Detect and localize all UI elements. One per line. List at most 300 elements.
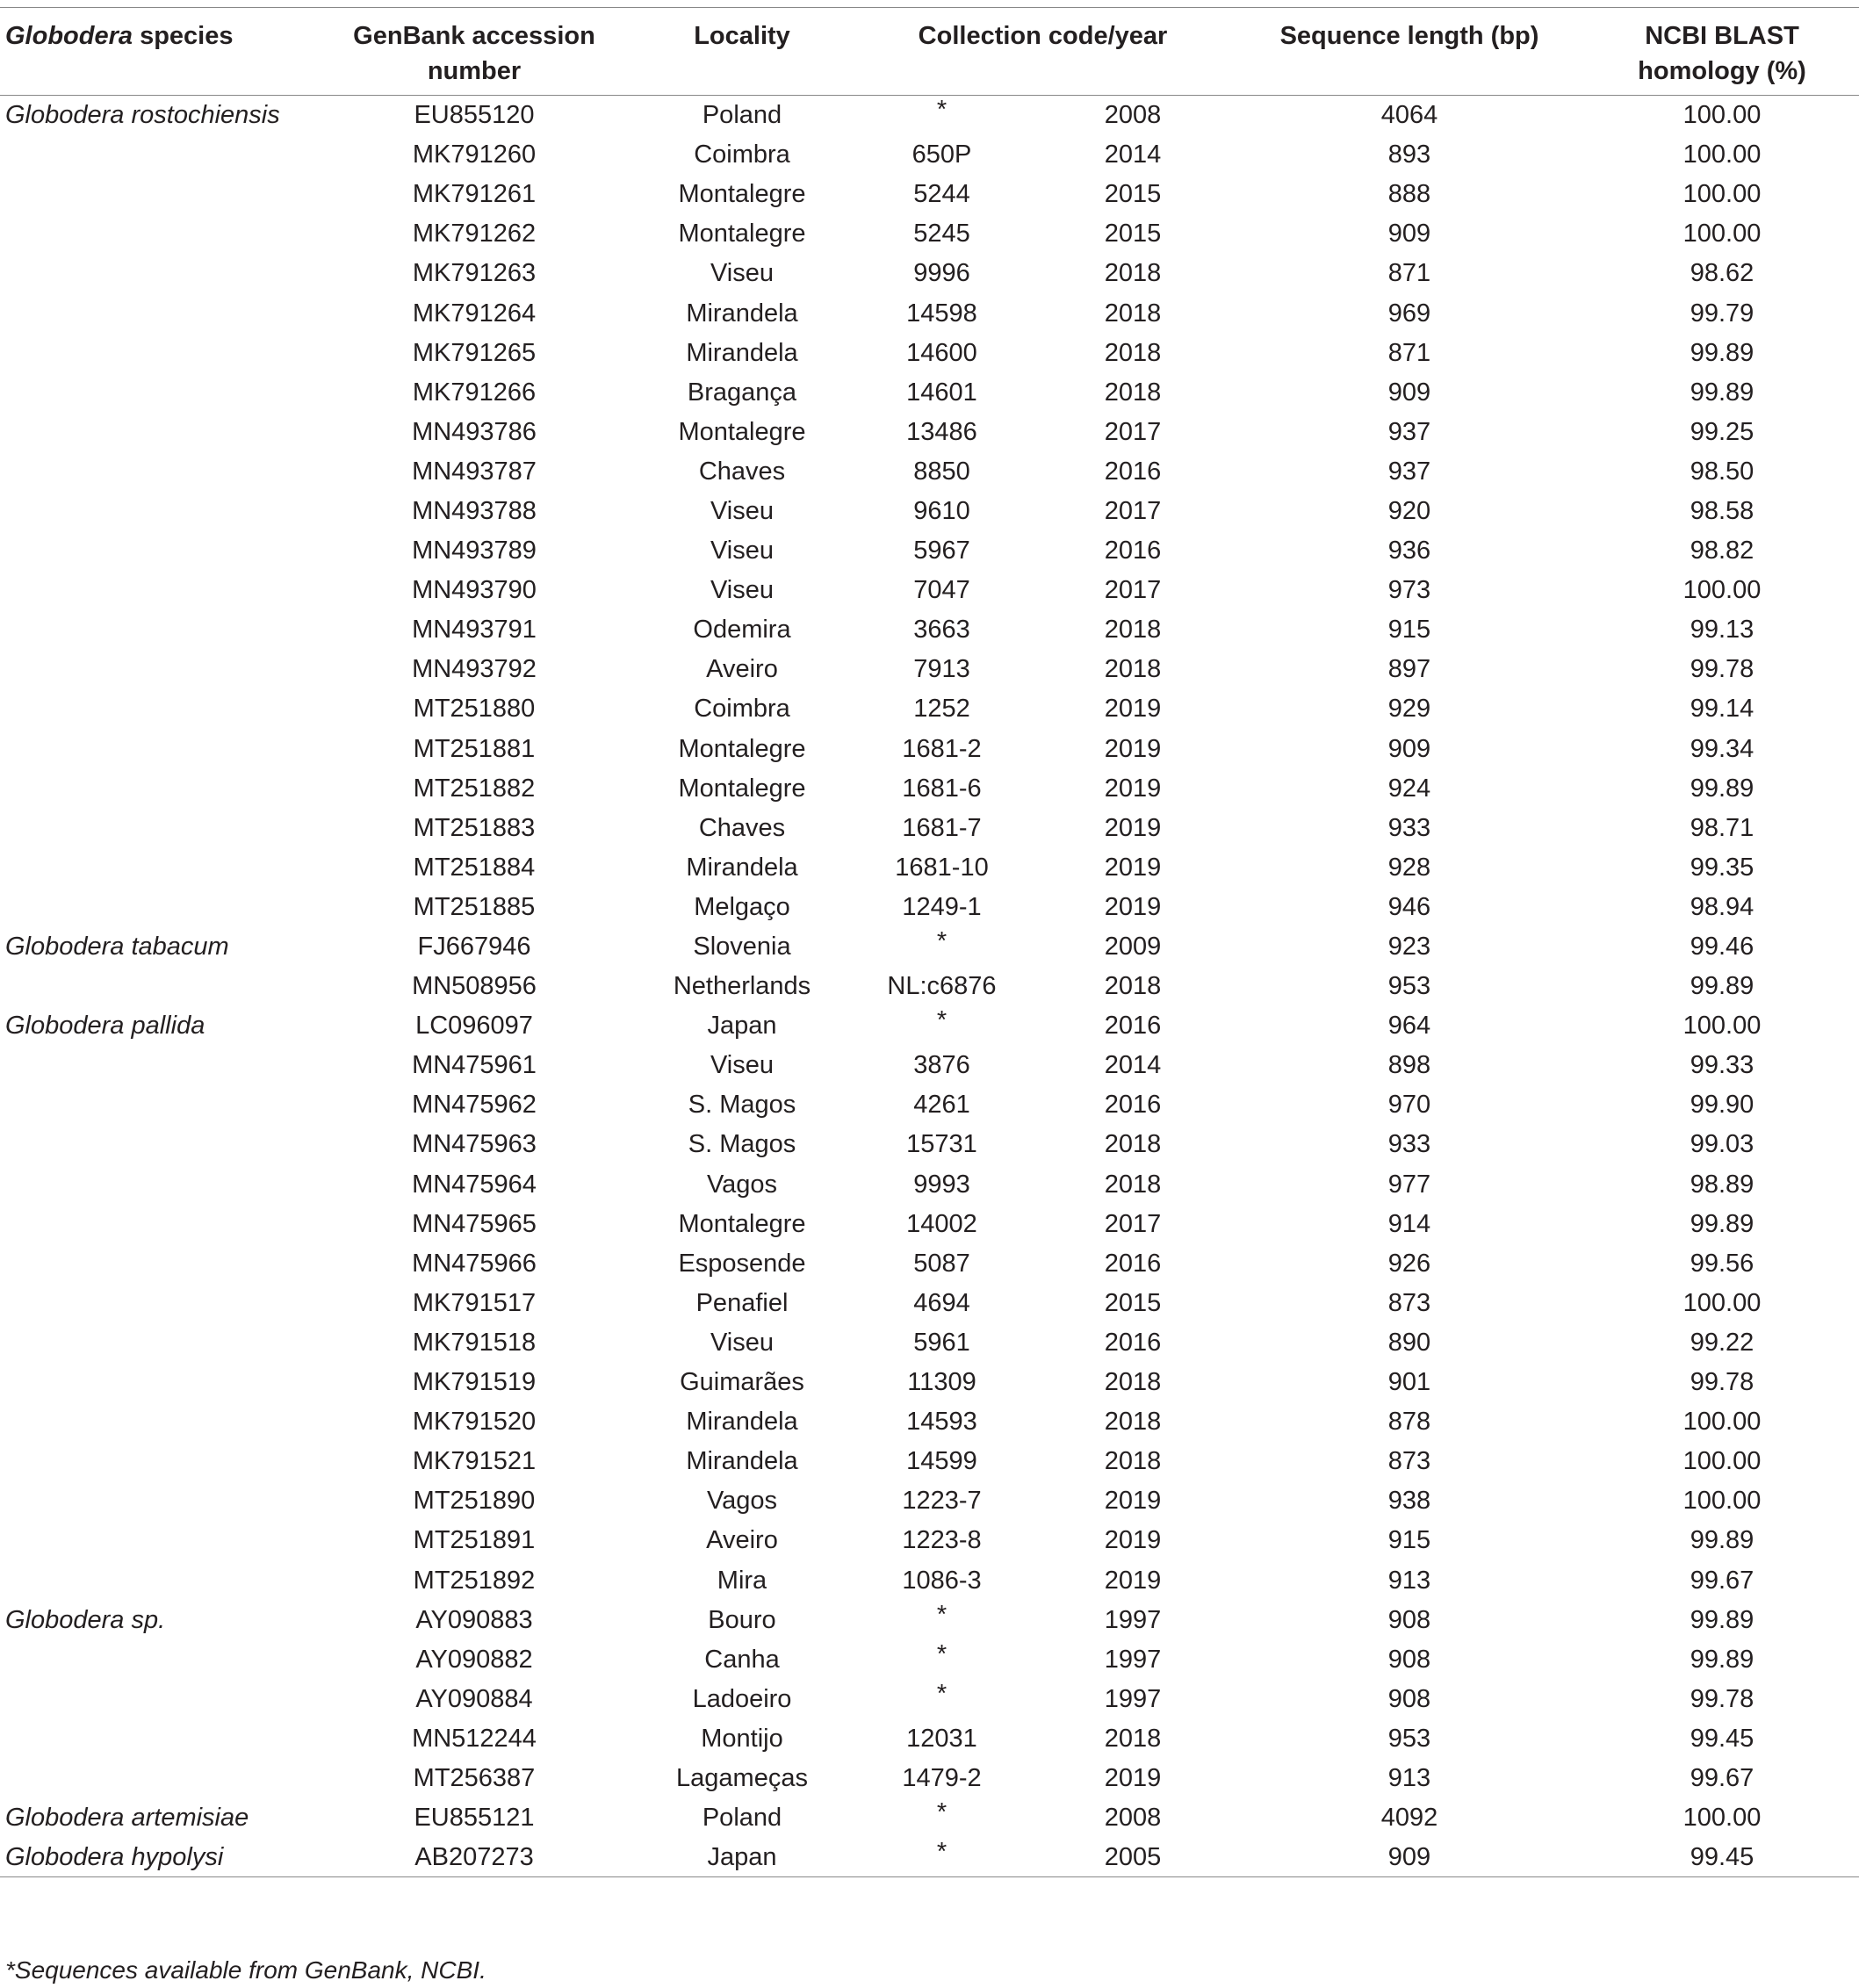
accession-cell: MN493787: [412, 457, 537, 486]
locality-cell: Mira: [717, 1566, 767, 1595]
locality-cell: Viseu: [710, 1328, 775, 1357]
collection-code-cell: 1252: [913, 695, 970, 724]
sequence-length-cell: 4092: [1380, 1804, 1438, 1833]
homology-cell: 99.89: [1690, 338, 1755, 367]
collection-code-cell: 7047: [913, 576, 970, 605]
species-cell: [0, 1758, 316, 1797]
table-row: [0, 610, 1859, 650]
table-row: [0, 887, 1859, 926]
collection-year-cell: 2018: [1104, 299, 1162, 328]
homology-cell: 98.50: [1690, 457, 1755, 486]
homology-cell: 99.90: [1690, 1091, 1755, 1120]
locality-cell: Montalegre: [678, 220, 806, 248]
species-cell: [0, 1085, 316, 1125]
table-row: [0, 1363, 1859, 1402]
collection-code-cell: 5961: [913, 1328, 970, 1357]
accession-cell: MN493789: [412, 537, 537, 565]
locality-cell: Montalegre: [678, 417, 806, 446]
sequence-length-cell: 878: [1387, 1408, 1431, 1437]
collection-code-cell: 1681-2: [902, 734, 982, 763]
collection-year-cell: 1997: [1104, 1645, 1162, 1674]
table-row: [0, 1758, 1859, 1797]
homology-cell: 99.14: [1690, 695, 1755, 724]
collection-year-cell: 2019: [1104, 1526, 1162, 1555]
accession-cell: MN475965: [412, 1209, 537, 1238]
collection-code-cell: 14598: [906, 299, 977, 328]
sequence-length-cell: 890: [1387, 1328, 1431, 1357]
homology-cell: 98.71: [1690, 813, 1755, 842]
collection-year-cell: 2018: [1104, 616, 1162, 645]
accession-cell: MK791261: [412, 180, 537, 209]
collection-year-cell: 2016: [1104, 1328, 1162, 1357]
species-cell: [0, 412, 316, 451]
accession-cell: MN475963: [412, 1130, 537, 1159]
table-row: [0, 650, 1859, 689]
locality-cell: Coimbra: [694, 695, 790, 724]
homology-cell: 100.00: [1682, 1447, 1762, 1476]
locality-cell: S. Magos: [688, 1130, 796, 1159]
accession-cell: LC096097: [415, 1012, 533, 1041]
collection-code-cell: *: [936, 1600, 948, 1629]
sequence-length-cell: 898: [1387, 1051, 1431, 1080]
sequence-length-cell: 969: [1387, 299, 1431, 328]
table-row: [0, 1164, 1859, 1204]
accession-cell: FJ667946: [417, 933, 531, 962]
collection-year-cell: 2016: [1104, 537, 1162, 565]
locality-cell: Vagos: [706, 1487, 778, 1516]
accession-cell: MT251892: [413, 1566, 536, 1595]
species-cell: [0, 847, 316, 887]
locality-cell: Montalegre: [678, 774, 806, 803]
locality-cell: Bouro: [708, 1605, 776, 1634]
species-cell: [0, 1363, 316, 1402]
accession-cell: MT251881: [413, 734, 536, 763]
table-row: [0, 847, 1859, 887]
sequence-length-cell: 936: [1387, 537, 1431, 565]
collection-code-cell: 14593: [906, 1408, 977, 1437]
collection-code-cell: 1223-7: [902, 1487, 982, 1516]
accession-cell: MT251884: [413, 853, 536, 882]
collection-year-cell: 2016: [1104, 1091, 1162, 1120]
locality-cell: Mirandela: [686, 338, 798, 367]
species-cell: Globodera rostochiensis: [5, 101, 280, 130]
species-cell: [0, 1046, 316, 1085]
collection-year-cell: 2019: [1104, 1566, 1162, 1595]
header-locality: Locality: [694, 22, 790, 50]
collection-code-cell: 7913: [913, 655, 970, 684]
homology-cell: 99.25: [1690, 417, 1755, 446]
species-cell: [0, 1679, 316, 1718]
collection-code-cell: 3876: [913, 1051, 970, 1080]
collection-year-cell: 2018: [1104, 972, 1162, 1001]
locality-cell: Melgaço: [694, 892, 790, 921]
sequence-length-cell: 909: [1387, 220, 1431, 248]
accession-cell: MT251891: [413, 1526, 536, 1555]
locality-cell: Canha: [704, 1645, 780, 1674]
accession-cell: MK791521: [412, 1447, 537, 1476]
table-row: [0, 1481, 1859, 1521]
sequence-length-cell: 914: [1387, 1209, 1431, 1238]
table-row: [0, 1085, 1859, 1125]
table-row: [0, 1283, 1859, 1322]
species-cell: [0, 610, 316, 650]
accession-cell: MK791520: [412, 1408, 537, 1437]
table-row: [0, 1838, 1859, 1877]
collection-code-cell: 14002: [906, 1209, 977, 1238]
homology-cell: 99.89: [1690, 378, 1755, 407]
locality-cell: Vagos: [706, 1170, 778, 1199]
collection-year-cell: 2016: [1104, 1249, 1162, 1278]
locality-cell: Japan: [707, 1012, 777, 1041]
locality-cell: Bragança: [687, 378, 797, 407]
table-row: [0, 372, 1859, 412]
collection-code-cell: 14601: [906, 378, 977, 407]
accession-cell: MN493786: [412, 417, 537, 446]
collection-year-cell: 1997: [1104, 1684, 1162, 1713]
header-sequence-length: Sequence length (bp): [1279, 22, 1539, 50]
sequence-length-cell: 897: [1387, 655, 1431, 684]
accession-cell: MK791517: [412, 1288, 537, 1317]
homology-cell: 99.89: [1690, 1645, 1755, 1674]
collection-year-cell: 2009: [1104, 933, 1162, 962]
locality-cell: Guimarães: [680, 1368, 804, 1397]
homology-cell: 99.89: [1690, 1605, 1755, 1634]
species-cell: [0, 1718, 316, 1758]
locality-cell: Ladoeiro: [692, 1684, 792, 1713]
collection-year-cell: 2016: [1104, 1012, 1162, 1041]
species-cell: [0, 293, 316, 333]
sequence-length-cell: 970: [1387, 1091, 1431, 1120]
header-blast-homology: NCBI BLAST homology (%): [1638, 22, 1806, 85]
accession-cell: MT256387: [413, 1763, 536, 1792]
table-row: [0, 1639, 1859, 1679]
homology-cell: 99.45: [1690, 1842, 1755, 1871]
locality-cell: Odemira: [693, 616, 791, 645]
collection-code-cell: 650P: [911, 140, 972, 169]
table-row: [0, 1560, 1859, 1600]
species-cell: [0, 1125, 316, 1164]
sequence-length-cell: 953: [1387, 972, 1431, 1001]
homology-cell: 99.89: [1690, 1209, 1755, 1238]
species-cell: [0, 768, 316, 808]
collection-year-cell: 2016: [1104, 457, 1162, 486]
collection-year-cell: 1997: [1104, 1605, 1162, 1634]
accession-cell: MT251883: [413, 813, 536, 842]
sequence-table: [0, 7, 1859, 1877]
species-cell: [0, 887, 316, 926]
collection-code-cell: NL:c6876: [887, 972, 997, 1001]
accession-cell: MT251882: [413, 774, 536, 803]
table-row: [0, 1521, 1859, 1560]
homology-cell: 99.03: [1690, 1130, 1755, 1159]
collection-code-cell: 3663: [913, 616, 970, 645]
table-row: [0, 1322, 1859, 1362]
homology-cell: 99.13: [1690, 616, 1755, 645]
accession-cell: MN493792: [412, 655, 537, 684]
homology-cell: 99.56: [1690, 1249, 1755, 1278]
locality-cell: Montijo: [701, 1724, 783, 1753]
homology-cell: 100.00: [1682, 576, 1762, 605]
table-row: [0, 293, 1859, 333]
collection-code-cell: 12031: [906, 1724, 977, 1753]
sequence-length-cell: 873: [1387, 1447, 1431, 1476]
sequence-length-cell: 908: [1387, 1684, 1431, 1713]
table-row: [0, 729, 1859, 768]
accession-cell: MN512244: [412, 1724, 537, 1753]
locality-cell: Chaves: [698, 813, 786, 842]
homology-cell: 99.22: [1690, 1328, 1755, 1357]
homology-cell: 99.45: [1690, 1724, 1755, 1753]
accession-cell: MN508956: [412, 972, 537, 1001]
accession-cell: MN475962: [412, 1091, 537, 1120]
homology-cell: 99.89: [1690, 774, 1755, 803]
collection-year-cell: 2019: [1104, 813, 1162, 842]
collection-code-cell: 14600: [906, 338, 977, 367]
table-row: [0, 808, 1859, 847]
collection-code-cell: 5967: [913, 537, 970, 565]
collection-code-cell: *: [936, 927, 948, 956]
sequence-length-cell: 908: [1387, 1645, 1431, 1674]
homology-cell: 100.00: [1682, 101, 1762, 130]
species-cell: [0, 1442, 316, 1481]
table-row: [0, 1600, 1859, 1639]
collection-code-cell: *: [936, 96, 948, 125]
table-row: [0, 967, 1859, 1006]
locality-cell: Aveiro: [706, 1526, 778, 1555]
locality-cell: S. Magos: [688, 1091, 796, 1120]
sequence-length-cell: 909: [1387, 734, 1431, 763]
accession-cell: MT251885: [413, 892, 536, 921]
table-row: [0, 689, 1859, 729]
collection-year-cell: 2018: [1104, 1408, 1162, 1437]
table-row: [0, 1125, 1859, 1164]
accession-cell: MK791518: [412, 1328, 537, 1357]
sequence-length-cell: 929: [1387, 695, 1431, 724]
collection-year-cell: 2017: [1104, 1209, 1162, 1238]
homology-cell: 99.79: [1690, 299, 1755, 328]
table-row: [0, 1798, 1859, 1838]
collection-year-cell: 2019: [1104, 853, 1162, 882]
collection-year-cell: 2018: [1104, 1170, 1162, 1199]
sequence-length-cell: 923: [1387, 933, 1431, 962]
sequence-length-cell: 928: [1387, 853, 1431, 882]
homology-cell: 100.00: [1682, 1804, 1762, 1833]
accession-cell: MT251890: [413, 1487, 536, 1516]
species-cell: [0, 1164, 316, 1204]
table-header-row: [0, 8, 1859, 96]
collection-code-cell: 11309: [907, 1368, 976, 1397]
collection-code-cell: 4694: [913, 1288, 970, 1317]
accession-cell: MN475964: [412, 1170, 537, 1199]
locality-cell: Montalegre: [678, 1209, 806, 1238]
locality-cell: Mirandela: [686, 1408, 798, 1437]
homology-cell: 99.78: [1690, 1684, 1755, 1713]
homology-cell: 98.82: [1690, 537, 1755, 565]
locality-cell: Japan: [707, 1842, 777, 1871]
accession-cell: MN475966: [412, 1249, 537, 1278]
table-row: [0, 1243, 1859, 1283]
collection-year-cell: 2018: [1104, 338, 1162, 367]
collection-code-cell: 5245: [913, 220, 970, 248]
species-cell: [0, 1402, 316, 1442]
locality-cell: Viseu: [710, 496, 775, 525]
locality-cell: Mirandela: [686, 299, 798, 328]
species-cell: [0, 967, 316, 1006]
sequence-length-cell: 873: [1387, 1288, 1431, 1317]
table-row: [0, 135, 1859, 175]
accession-cell: EU855121: [414, 1804, 535, 1833]
locality-cell: Esposende: [678, 1249, 806, 1278]
species-cell: Globodera hypolysi: [5, 1842, 224, 1871]
collection-year-cell: 2015: [1104, 1288, 1162, 1317]
table-row: [0, 531, 1859, 571]
sequence-length-cell: 888: [1387, 180, 1431, 209]
species-cell: [0, 531, 316, 571]
species-cell: Globodera sp.: [5, 1605, 166, 1634]
locality-cell: Viseu: [710, 1051, 775, 1080]
homology-cell: 99.89: [1690, 1526, 1755, 1555]
header-species: Globodera species: [5, 22, 234, 50]
accession-cell: MN493788: [412, 496, 537, 525]
homology-cell: 98.89: [1690, 1170, 1755, 1199]
species-cell: Globodera tabacum: [5, 933, 229, 962]
species-cell: [0, 1204, 316, 1243]
table-row: [0, 1679, 1859, 1718]
homology-cell: 100.00: [1682, 180, 1762, 209]
sequence-length-cell: 920: [1387, 496, 1431, 525]
sequence-length-cell: 915: [1387, 1526, 1431, 1555]
sequence-length-cell: 871: [1387, 338, 1431, 367]
collection-code-cell: 15731: [906, 1130, 977, 1159]
accession-cell: MN493790: [412, 576, 537, 605]
locality-cell: Mirandela: [686, 853, 798, 882]
accession-cell: AY090884: [415, 1684, 533, 1713]
collection-year-cell: 2019: [1104, 1763, 1162, 1792]
species-cell: [0, 1322, 316, 1362]
collection-code-cell: 1681-10: [895, 853, 989, 882]
species-cell: [0, 1560, 316, 1600]
homology-cell: 100.00: [1682, 1012, 1762, 1041]
collection-code-cell: 1681-6: [902, 774, 982, 803]
locality-cell: Aveiro: [706, 655, 778, 684]
accession-cell: MK791260: [412, 140, 537, 169]
homology-cell: 100.00: [1682, 1408, 1762, 1437]
table-row: [0, 571, 1859, 610]
table-row: [0, 1006, 1859, 1046]
locality-cell: Poland: [702, 1804, 782, 1833]
species-cell: [0, 571, 316, 610]
table-row: [0, 412, 1859, 451]
homology-cell: 99.89: [1690, 972, 1755, 1001]
collection-year-cell: 2019: [1104, 774, 1162, 803]
collection-year-cell: 2019: [1104, 892, 1162, 921]
collection-code-cell: *: [936, 1837, 948, 1866]
collection-code-cell: 8850: [913, 457, 970, 486]
collection-code-cell: *: [936, 1679, 948, 1708]
species-cell: [0, 451, 316, 491]
homology-cell: 99.67: [1690, 1763, 1755, 1792]
sequence-length-cell: 893: [1387, 140, 1431, 169]
sequence-length-cell: 913: [1387, 1566, 1431, 1595]
accession-cell: MT251880: [413, 695, 536, 724]
locality-cell: Coimbra: [694, 140, 790, 169]
collection-code-cell: 1249-1: [902, 892, 982, 921]
homology-cell: 100.00: [1682, 140, 1762, 169]
species-cell: Globodera pallida: [5, 1012, 205, 1041]
locality-cell: Mirandela: [686, 1447, 798, 1476]
sequence-length-cell: 926: [1387, 1249, 1431, 1278]
accession-cell: MN475961: [412, 1051, 537, 1080]
collection-code-cell: 5087: [913, 1249, 970, 1278]
homology-cell: 99.33: [1690, 1051, 1755, 1080]
collection-year-cell: 2017: [1104, 496, 1162, 525]
species-cell: [0, 1243, 316, 1283]
homology-cell: 99.78: [1690, 655, 1755, 684]
header-genbank-accession: GenBank accession number: [353, 22, 595, 85]
accession-cell: MK791264: [412, 299, 537, 328]
sequence-length-cell: 909: [1387, 1842, 1431, 1871]
accession-cell: MN493791: [412, 616, 537, 645]
collection-code-cell: *: [936, 1639, 948, 1668]
collection-code-cell: 14599: [906, 1447, 977, 1476]
homology-cell: 98.62: [1690, 259, 1755, 288]
table-row: [0, 491, 1859, 530]
collection-year-cell: 2015: [1104, 220, 1162, 248]
header-collection-code-year: Collection code/year: [918, 22, 1168, 50]
collection-code-cell: 1223-8: [902, 1526, 982, 1555]
locality-cell: Poland: [702, 101, 782, 130]
table-footnote: *Sequences available from GenBank, NCBI.: [5, 1956, 486, 1984]
accession-cell: AY090882: [415, 1645, 533, 1674]
collection-code-cell: 1479-2: [902, 1763, 982, 1792]
species-cell: Globodera artemisiae: [5, 1804, 249, 1833]
table-row: [0, 333, 1859, 372]
collection-year-cell: 2017: [1104, 417, 1162, 446]
species-cell: [0, 175, 316, 214]
species-cell: [0, 254, 316, 293]
accession-cell: AY090883: [415, 1605, 533, 1634]
table-row: [0, 175, 1859, 214]
accession-cell: MK791263: [412, 259, 537, 288]
sequence-length-cell: 973: [1387, 576, 1431, 605]
sequence-length-cell: 977: [1387, 1170, 1431, 1199]
sequence-length-cell: 924: [1387, 774, 1431, 803]
table-row: [0, 254, 1859, 293]
collection-year-cell: 2019: [1104, 734, 1162, 763]
species-cell: [0, 491, 316, 530]
table-row: [0, 768, 1859, 808]
homology-cell: 99.34: [1690, 734, 1755, 763]
table-row: [0, 1402, 1859, 1442]
collection-year-cell: 2017: [1104, 576, 1162, 605]
collection-year-cell: 2019: [1104, 1487, 1162, 1516]
collection-year-cell: 2014: [1104, 1051, 1162, 1080]
collection-year-cell: 2008: [1104, 1804, 1162, 1833]
sequence-length-cell: 909: [1387, 378, 1431, 407]
collection-year-cell: 2018: [1104, 655, 1162, 684]
locality-cell: Montalegre: [678, 180, 806, 209]
accession-cell: AB207273: [414, 1842, 534, 1871]
homology-cell: 100.00: [1682, 1288, 1762, 1317]
collection-year-cell: 2018: [1104, 1447, 1162, 1476]
sequence-length-cell: 901: [1387, 1368, 1431, 1397]
sequence-length-cell: 937: [1387, 417, 1431, 446]
sequence-length-cell: 938: [1387, 1487, 1431, 1516]
sequence-length-cell: 913: [1387, 1763, 1431, 1792]
sequence-length-cell: 871: [1387, 259, 1431, 288]
collection-code-cell: *: [936, 1798, 948, 1827]
collection-code-cell: 5244: [913, 180, 970, 209]
